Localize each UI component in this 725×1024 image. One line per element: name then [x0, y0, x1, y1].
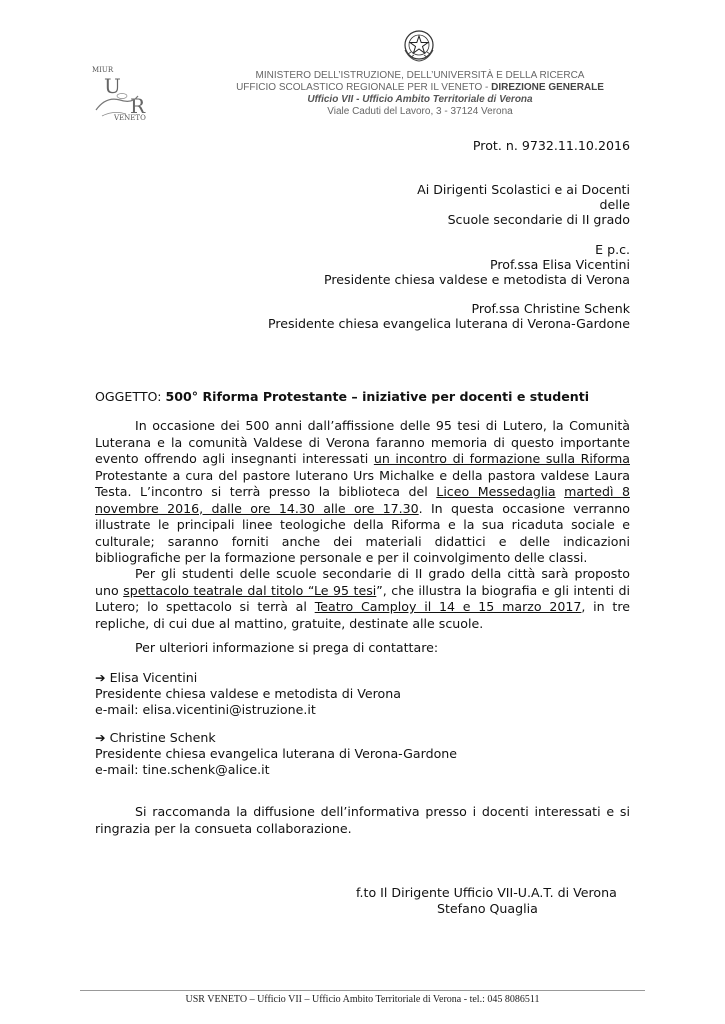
subject-label: OGGETTO:: [95, 389, 166, 404]
p1-text-d: . In questa occasione verranno illustrate le principali linee teologiche della Riforma e la sua ricaduta sociale e culturale; saranno forniti anche dei materiali didattici e delle indicazioni bibliografiche per la formazione personale e per il coinvolgimento delle classi.: [95, 500, 630, 565]
miur-veneto-logo: [92, 66, 156, 124]
arrow-right-icon: ➔: [95, 730, 106, 745]
p2-text-c: , in tre repliche, di cui due al mattino, gratuite, destinate alle scuole.: [95, 599, 630, 631]
cc2-name: Prof.ssa Christine Schenk: [471, 301, 630, 316]
logo-text-veneto: VENETO: [114, 114, 146, 122]
protocol-number: Prot. n. 9732.11.10.2016: [472, 138, 630, 153]
italian-republic-emblem-icon: [402, 28, 436, 64]
p4-text: Si raccomanda la diffusione dell’informativa presso i docenti interessati e si ringrazia per la consueta collaborazione.: [95, 804, 630, 836]
footer-text: USR VENETO – Ufficio VII – Ufficio Ambito Territoriale di Verona - tel.: 045 8086511: [185, 994, 540, 1005]
p2-text-a: Per gli studenti delle scuole secondarie di II grado della città sarà proposto uno: [95, 566, 630, 598]
header-office-bold: DIREZIONE GENERALE: [491, 82, 604, 93]
cc1-name: Prof.ssa Elisa Vicentini: [490, 257, 630, 272]
header-address: Viale Caduti del Lavoro, 3 - 37124 Verona: [327, 106, 513, 117]
signature-line-1: f.to Il Dirigente Ufficio VII-U.A.T. di Verona: [356, 885, 617, 900]
subject-text: 500° Riforma Protestante – iniziative per docenti e studenti: [165, 389, 590, 404]
header-unit-italic: Ufficio VII - Ufficio Ambito Territoriale di Verona: [307, 94, 533, 105]
recipient-line-1: Ai Dirigenti Scolastici e ai Docenti: [417, 182, 630, 197]
subject-line: [95, 389, 589, 405]
contact2-name: Christine Schenk: [109, 730, 216, 745]
footer-divider: [80, 990, 645, 991]
p1-underline-date: martedì 8 novembre 2016, dalle ore 14.30 alle ore 17.30: [95, 484, 630, 516]
header-office-prefix: UFFICIO SCOLASTICO REGIONALE PER IL VENETO -: [236, 82, 492, 93]
header-unit: [200, 94, 640, 106]
p1-text-c: [556, 484, 565, 499]
body-paragraph-3: Per ulteriori informazione si prega di contattare:: [135, 640, 439, 655]
p2-underline-theatre: Teatro Camploy il 14 e 15 marzo 2017: [314, 599, 582, 614]
contact1-name-line: [95, 670, 197, 686]
contact1-role: Presidente chiesa valdese e metodista di Verona: [95, 686, 401, 701]
body-paragraph-2: [95, 566, 630, 632]
header-office: [200, 82, 640, 94]
contact2-email: e-mail: tine.schenk@alice.it: [95, 762, 270, 777]
contact1-email: e-mail: elisa.vicentini@istruzione.it: [95, 702, 316, 717]
logo-letter-u: U: [104, 74, 121, 98]
p1-text-b: Protestante a cura del pastore luterano Urs Michalke e della pastora valdese Laura Testa. L’incontro si terrà presso la biblioteca del: [95, 467, 630, 499]
contact2-role: Presidente chiesa evangelica luterana di Verona-Gardone: [95, 746, 458, 761]
cc1-role: Presidente chiesa valdese e metodista di Verona: [324, 272, 630, 287]
p1-text-a: In occasione dei 500 anni dall’affissione delle 95 tesi di Lutero, la Comunità Luterana e la comunità Valdese di Verona faranno memoria di questo importante evento offrendo agli insegnanti interessati: [95, 418, 630, 466]
header-ministry: MINISTERO DELL’ISTRUZIONE, DELL’UNIVERSITÀ E DELLA RICERCA: [255, 70, 585, 81]
arrow-right-icon: ➔: [95, 670, 106, 685]
recipient-line-2: delle: [599, 197, 630, 212]
p1-underline-school: Liceo Messedaglia: [436, 484, 556, 499]
recipient-line-3: Scuole secondarie di II grado: [447, 212, 630, 227]
body-paragraph-4: [95, 804, 630, 837]
logo-letter-r: R: [130, 94, 146, 118]
body-paragraph-1: [95, 418, 630, 567]
cc2-role: Presidente chiesa evangelica luterana di Verona-Gardone: [267, 316, 630, 331]
p2-underline-show: spettacolo teatrale dal titolo “Le 95 tesi: [123, 582, 377, 598]
logo-swirl-icon: [92, 66, 156, 124]
contact2-name-line: [95, 730, 216, 746]
logo-text-miur: MIUR: [92, 66, 114, 74]
signature-name: Stefano Quaglia: [437, 901, 538, 916]
p2-text-b: ”, che illustra la biografia e gli intenti di Lutero; lo spettacolo si terrà al: [95, 582, 631, 614]
cc-label: E p.c.: [595, 242, 630, 257]
contact1-name: Elisa Vicentini: [109, 670, 198, 685]
p1-underline-training: un incontro di formazione sulla Riforma: [373, 451, 630, 466]
